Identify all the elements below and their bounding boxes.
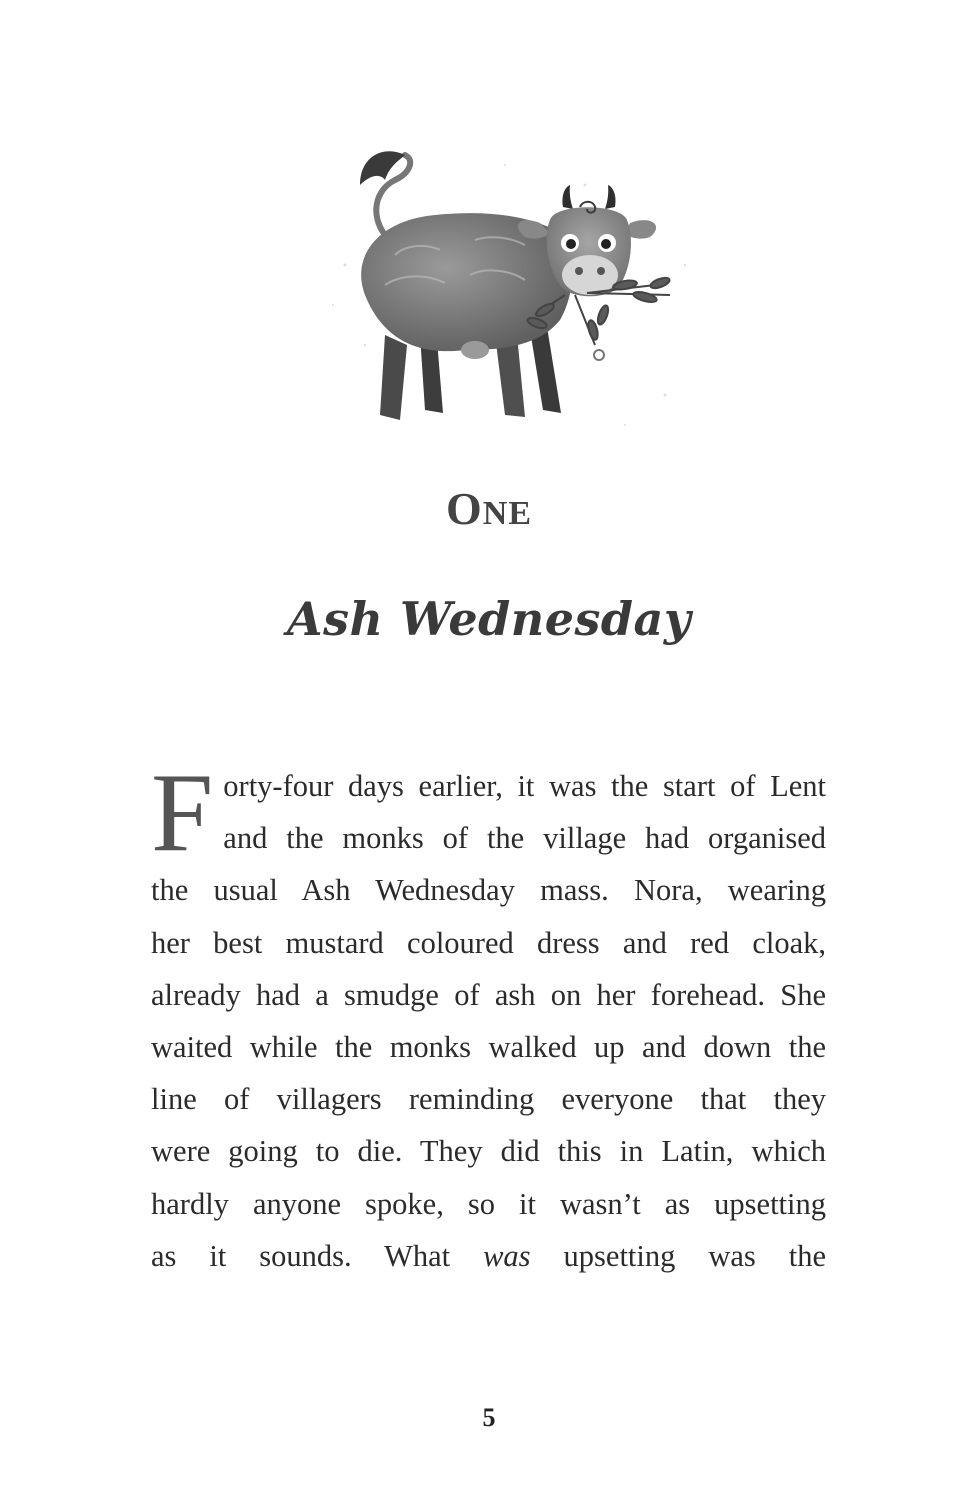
text-line: hardly anyone spoke, so it wasn’t as upsetting — [151, 1186, 826, 1221]
text-line: already had a smudge of ash on her forehead. She — [151, 977, 826, 1012]
cow-illustration — [325, 145, 705, 445]
emphasized-word: was — [483, 1238, 531, 1273]
body-text — [151, 751, 826, 1282]
text-line-last — [151, 1230, 826, 1282]
drop-cap: F — [151, 751, 214, 875]
chapter-number-rest: NE — [482, 495, 532, 532]
text-line: orty-four days earlier, it was the start of Lent — [223, 769, 826, 803]
text-line: her best mustard coloured dress and red cloak, — [151, 925, 826, 960]
chapter-number-initial: O — [445, 483, 483, 534]
text-line: waited while the monks walked up and down the — [151, 1030, 826, 1065]
text-fragment: upsetting was the — [530, 1238, 826, 1273]
chapter-number — [0, 482, 978, 535]
text-line: were going to die. They did this in Latin, which — [151, 1134, 826, 1169]
page-number: 5 — [482, 1403, 496, 1432]
text-line: the usual Ash Wednesday mass. Nora, wearing — [151, 873, 826, 908]
text-fragment: as it sounds. What — [151, 1238, 484, 1273]
text-line: and the monks of the village had organised — [223, 821, 826, 856]
text-line: line of villagers reminding everyone that they — [151, 1082, 826, 1117]
chapter-title: Ash Wednesday — [286, 592, 692, 646]
